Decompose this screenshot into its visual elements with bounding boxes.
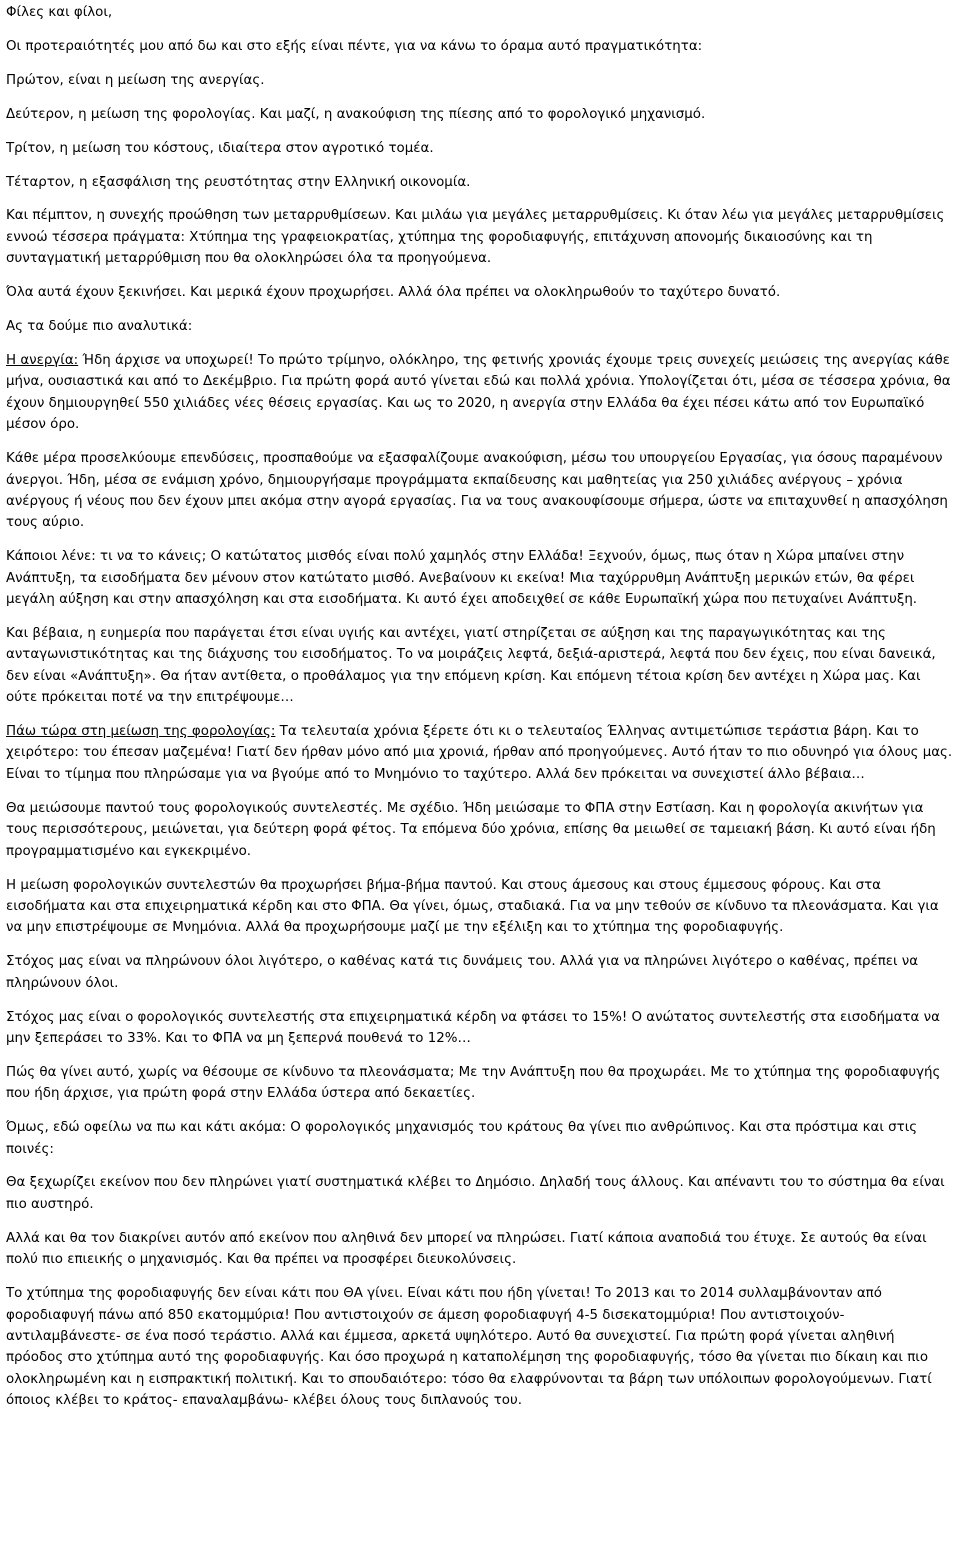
priority-fourth: Τέταρτον, η εξασφάλιση της ρευστότητας στην Ελληνική οικονομία. <box>6 174 471 190</box>
unemployment-heading: Η ανεργία: <box>6 352 79 368</box>
priority-fifth: Και πέμπτον, η συνεχής προώθηση των μεταρρυθμίσεων. Και μιλάω για μεγάλες μεταρρυθμίσεις. Κι όταν λέω για μεγάλες μεταρρυθμίσεις εννοώ τέσσερα πράγματα: Χτύπημα της γραφειοκρατίας, χτύπημα της φοροδιαφυγής, επιτάχυνση απονομής δικαιοσύνης και τη συνταγματική μεταρρύθμιση που θα ολοκληρώσει όλα τα προηγούμενα. <box>6 208 945 267</box>
investments-paragraph: Κάθε μέρα προσελκύουμε επενδύσεις, προσπαθούμε να εξασφαλίζουμε ανακούφιση, μέσω του υπουργείου Εργασίας, για όσους παραμένουν άνεργοι. Ήδη, μέσα σε ενάμιση χρόνο, δημιουργήσαμε προγράμματα εκπαίδευσης και μαθητείας για 250 χιλιάδες ανέργους – χρόνια ανέργους ή νέους που δεν έχουν μπει ακόμα στην αγορά εργασίας. Για να τους ανακουφίσουμε σήμερα, ώστε να επιταχυνθεί η απασχόληση τους αύριο. <box>6 451 948 531</box>
distinguish-paragraph: Θα ξεχωρίζει εκείνον που δεν πληρώνει γιατί συστηματικά κλέβει το Δημόσιο. Δηλαδή τους άλλους. Και απέναντι του το σύστημα θα είναι πιο αυστηρό. <box>6 1175 945 1212</box>
analysis-paragraph: Ας τα δούμε πιο αναλυτικά: <box>6 319 193 335</box>
reduce-taxes-paragraph: Θα μειώσουμε παντού τους φορολογικούς συντελεστές. Με σχέδιο. Ήδη μειώσαμε το ΦΠΑ στην Εστίαση. Και η φορολογία ακινήτων για τους περισσότερους, μειώνεται, για δεύτερη φορά φέτος. Τα επόμενα δύο χρόνια, επίσης θα μειωθεί σε ταμειακή βάση. Κι αυτό είναι ήδη προγραμματισμένο και εγκεκριμένο. <box>6 800 936 859</box>
greeting: Φίλες και φίλοι, <box>6 5 113 20</box>
unlucky-paragraph: Αλλά και θα τον διακρίνει αυτόν από εκείνον που αληθινά δεν μπορεί να πληρώσει. Γιατί κάποια αναποδιά του έτυχε. Σε αυτούς θα είναι πολύ πιο επιεικής ο μηχανισμός. Και θα πρέπει να προσφέρει διευκολύνσεις. <box>6 1230 927 1268</box>
everyone-pays-paragraph: Στόχος μας είναι να πληρώνουν όλοι λιγότερο, ο καθένας κατά τις δυνάμεις του. Αλλά για να πληρώνει λιγότερο ο καθένας, πρέπει να πληρώνουν όλοι. <box>6 954 919 991</box>
humane-paragraph: Όμως, εδώ οφείλω να πω και κάτι ακόμα: Ο φορολογικός μηχανισμός του κράτους θα γίνει πιο ανθρώπινος. Και στα πρόστιμα και στις ποινές: <box>6 1120 918 1157</box>
taxation-heading: Πάω τώρα στη μείωση της φορολογίας: <box>6 724 276 740</box>
step-by-step-paragraph: Η μείωση φορολογικών συντελεστών θα προχωρήσει βήμα-βήμα παντού. Και στους άμεσους και στους έμμεσους φόρους. Και στα εισοδήματα και στα επιχειρηματικά κέρδη και στο ΦΠΑ. Θα γίνει, όμως, σταδιακά. Για να μην τεθούν σε κίνδυνο τα πλεονάσματα. Και για να μην επιστρέψουμε σε Μνημόνια. Αλλά θα προχωρήσουμε μαζί με την εξέλιξη και το χτύπημα της φοροδιαφυγής. <box>6 877 939 936</box>
taxation-paragraph <box>6 721 954 785</box>
unemployment-text: Ήδη άρχισε να υποχωρεί! Το πρώτο τρίμηνο, ολόκληρο, της φετινής χρονιάς έχουμε τρεις συνεχείς μειώσεις της ανεργίας κάθε μήνα, ουσιαστικά και από το Δεκέμβριο. Για πρώτη φορά αυτό γίνεται εδώ και πολλά χρόνια. Υπολογίζεται ότι, μέσα σε τέσσερα χρόνια, θα έχουν δημιουργηθεί 550 χιλιάδες νέες θέσεις εργασίας. Και ως το 2020, η ανεργία στην Ελλάδα θα έχει πέσει κάτω από τον Ευρωπαϊκό μέσον όρο. <box>6 352 951 433</box>
minimum-wage-paragraph: Κάποιοι λένε: τι να το κάνεις; Ο κατώτατος μισθός είναι πολύ χαμηλός στην Ελλάδα! Ξεχνούν, όμως, πως όταν η Χώρα μπαίνει στην Ανάπτυξη, τα εισοδήματα δεν μένουν στον κατώτατο μισθό. Ανεβαίνουν κι εκείνα! Μια ταχύρρυθμη Ανάπτυξη μερικών ετών, θα φέρει μεγάλη αύξηση και στην απασχόληση και στα εισοδήματα. Κι αυτό έχει αποδειχθεί σε κάθε Ευρωπαϊκή χώρα που πετυχαίνει Ανάπτυξη. <box>6 549 918 608</box>
priority-second: Δεύτερον, η μείωση της φορολογίας. Και μαζί, η ανακούφιση της πίεσης από το φορολογικό μηχανισμό. <box>6 106 706 122</box>
unemployment-paragraph <box>6 350 954 436</box>
priority-third: Τρίτον, η μείωση του κόστους, ιδιαίτερα στον αγροτικό τομέα. <box>6 140 434 156</box>
priority-first: Πρώτον, είναι η μείωση της ανεργίας. <box>6 72 265 88</box>
tax-evasion-paragraph: Το χτύπημα της φοροδιαφυγής δεν είναι κάτι που ΘΑ γίνει. Είναι κάτι που ήδη γίνεται! Το 2013 και το 2014 συλλαμβάνονταν από φοροδιαφυγή πάνω από 850 εκατομμύρια! Που αντιστοιχούν σε άμεση φοροδιαφυγή 4-5 δισεκατομμύρια! Που αντιστοιχούν- αντιλαμβάνεστε- σε ένα ποσό τεράστιο. Αλλά και έμμεσα, αρκετά υψηλότερο. Αυτό θα συνεχιστεί. Για πρώτη φορά γίνεται αληθινή πρόοδος στο χτύπημα αυτό της φοροδιαφυγής. Και όσο προχωρά η καταπολέμηση της φοροδιαφυγής, τόσο θα γίνεται πιο δίκαιη και πιο ολοκληρωμένη και η εισπρακτική πολιτική. Και το σπουδαιότερο: τόσο θα ελαφρύνονται τα βάρη των υπόλοιπων φορολογούμενων. Γιατί όποιος κλέβει το κράτος- επαναλαμβάνω- κλέβει όλους τους διπλανούς του. <box>6 1286 932 1409</box>
how-paragraph: Πώς θα γίνει αυτό, χωρίς να θέσουμε σε κίνδυνο τα πλεονάσματα; Με την Ανάπτυξη που θα προχωράει. Με το χτύπημα της φοροδιαφυγής που ήδη άρχισε, για πρώτη φορά στην Ελλάδα ύστερα από δεκαετίες. <box>6 1064 941 1102</box>
priorities-intro: Οι προτεραιότητές μου από δω και στο εξής είναι πέντε, για να κάνω το όραμα αυτό πραγματικότητα: <box>6 38 703 54</box>
started-paragraph: Όλα αυτά έχουν ξεκινήσει. Και μερικά έχουν προχωρήσει. Αλλά όλα πρέπει να ολοκληρωθούν το ταχύτερο δυνατό. <box>6 285 781 301</box>
rates-target-paragraph: Στόχος μας είναι ο φορολογικός συντελεστής στα επιχειρηματικά κέρδη να φτάσει το 15%! Ο ανώτατος συντελεστής στα εισοδήματα να μην ξεπεράσει το 33%. Και το ΦΠΑ να μη ξεπερνά πουθενά το 12%… <box>6 1009 940 1046</box>
healthy-growth-paragraph: Και βέβαια, η ευημερία που παράγεται έτσι είναι υγιής και αντέχει, γιατί στηρίζεται σε αύξηση και της παραγωγικότητας και της ανταγωνιστικότητας και της διάχυσης του εισοδήματος. Το να μοιράζεις λεφτά, δεξιά-αριστερά, λεφτά που δεν έχεις, που είναι δανεικά, δεν είναι «Ανάπτυξη». Θα ήταν αντίθετα, ο προθάλαμος για την επόμενη κρίση. Και επόμενη τέτοια κρίση δεν αντέχει η Χώρα μας. Και ούτε πρόκειται ποτέ να την επιτρέψουμε… <box>6 625 936 706</box>
taxation-text: Τα τελευταία χρόνια ξέρετε ότι κι ο τελευταίος Έλληνας αντιμετώπισε τεράστια βάρη. Και το χειρότερο: του έπεσαν μαζεμένα! Γιατί δεν ήρθαν μόνο από μια χρονιά, ήρθαν από προηγούμενες. Αυτό ήταν το πιο οδυνηρό για όλους μας. Είναι το τίμημα που πληρώσαμε για να βγούμε από το Μνημόνιο το ταχύτερο. Αλλά δεν πρόκειται να συνεχιστεί άλλο βέβαια… <box>6 724 953 782</box>
